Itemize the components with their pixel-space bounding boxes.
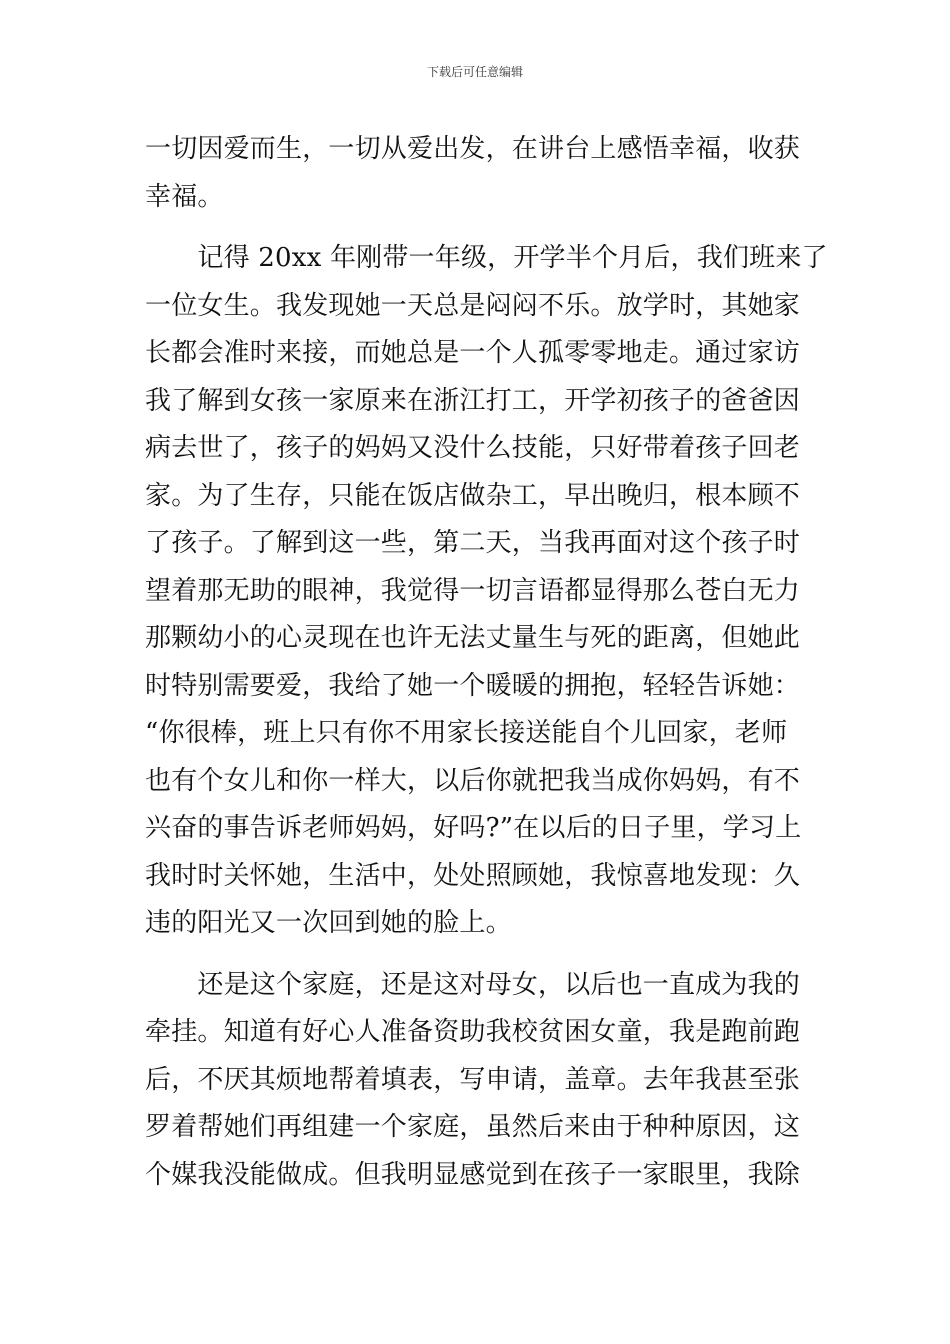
text-line: 还是这个家庭，还是这对母女，以后也一直成为我的	[145, 969, 801, 1000]
text-line: 家。为了生存，只能在饭店做杂工，早出晚归，根本顾不	[145, 480, 801, 511]
paragraph	[145, 235, 828, 948]
text-line: 记得 20xx 年刚带一年级，开学半个月后，我们班来了	[145, 243, 828, 273]
text-line: 我了解到女孩一家原来在浙江打工，开学初孩子的爸爸因	[145, 385, 801, 416]
text-line: 望着那无助的眼神，我觉得一切言语都显得那么苍白无力	[145, 575, 801, 606]
page-header: 下载后可任意编辑	[426, 65, 523, 79]
text-line: 了孩子。了解到这一些，第二天，当我再面对这个孩子时	[145, 528, 801, 558]
text-line: “你很棒，班上只有你不用家长接送能自个儿回家，老师	[145, 718, 788, 748]
text-line: 兴奋的事告诉老师妈妈，好吗?”在以后的日子里，学习上	[145, 813, 802, 843]
text-line: 个媒我没能做成。但我明显感觉到在孩子一家眼里，我除	[145, 1159, 801, 1190]
text-line: 幸福。	[145, 181, 224, 212]
paragraph	[145, 962, 815, 1200]
text-line: 一切因爱而生，一切从爱出发，在讲台上感悟幸福，收获	[145, 134, 801, 164]
text-line: 那颗幼小的心灵现在也许无法丈量生与死的距离，但她此	[145, 623, 801, 653]
text-line: 长都会准时来接，而她总是一个人孤零零地走。通过家访	[145, 338, 801, 368]
text-line: 违的阳光又一次回到她的脸上。	[145, 908, 512, 938]
text-line: 时特别需要爱，我给了她一个暖暖的拥抱，轻轻告诉她：	[145, 670, 801, 701]
paragraph	[145, 126, 815, 221]
text-line: 我时时关怀她，生活中，处处照顾她，我惊喜地发现：久	[145, 860, 801, 891]
text-line: 后，不厌其烦地帮着填表，写申请，盖章。去年我甚至张	[145, 1064, 801, 1095]
text-line: 也有个女儿和你一样大，以后你就把我当成你妈妈，有不	[145, 765, 801, 796]
paragraph-gap	[145, 221, 815, 235]
paragraph-gap	[145, 948, 815, 962]
text-line: 一位女生。我发现她一天总是闷闷不乐。放学时，其她家	[145, 290, 801, 321]
text-line: 牵挂。知道有好心人准备资助我校贫困女童，我是跑前跑	[145, 1017, 801, 1047]
document-body	[145, 126, 828, 1199]
text-line: 罗着帮她们再组建一个家庭，虽然后来由于种种原因，这	[145, 1112, 801, 1142]
text-line: 病去世了，孩子的妈妈又没什么技能，只好带着孩子回老	[145, 433, 801, 463]
